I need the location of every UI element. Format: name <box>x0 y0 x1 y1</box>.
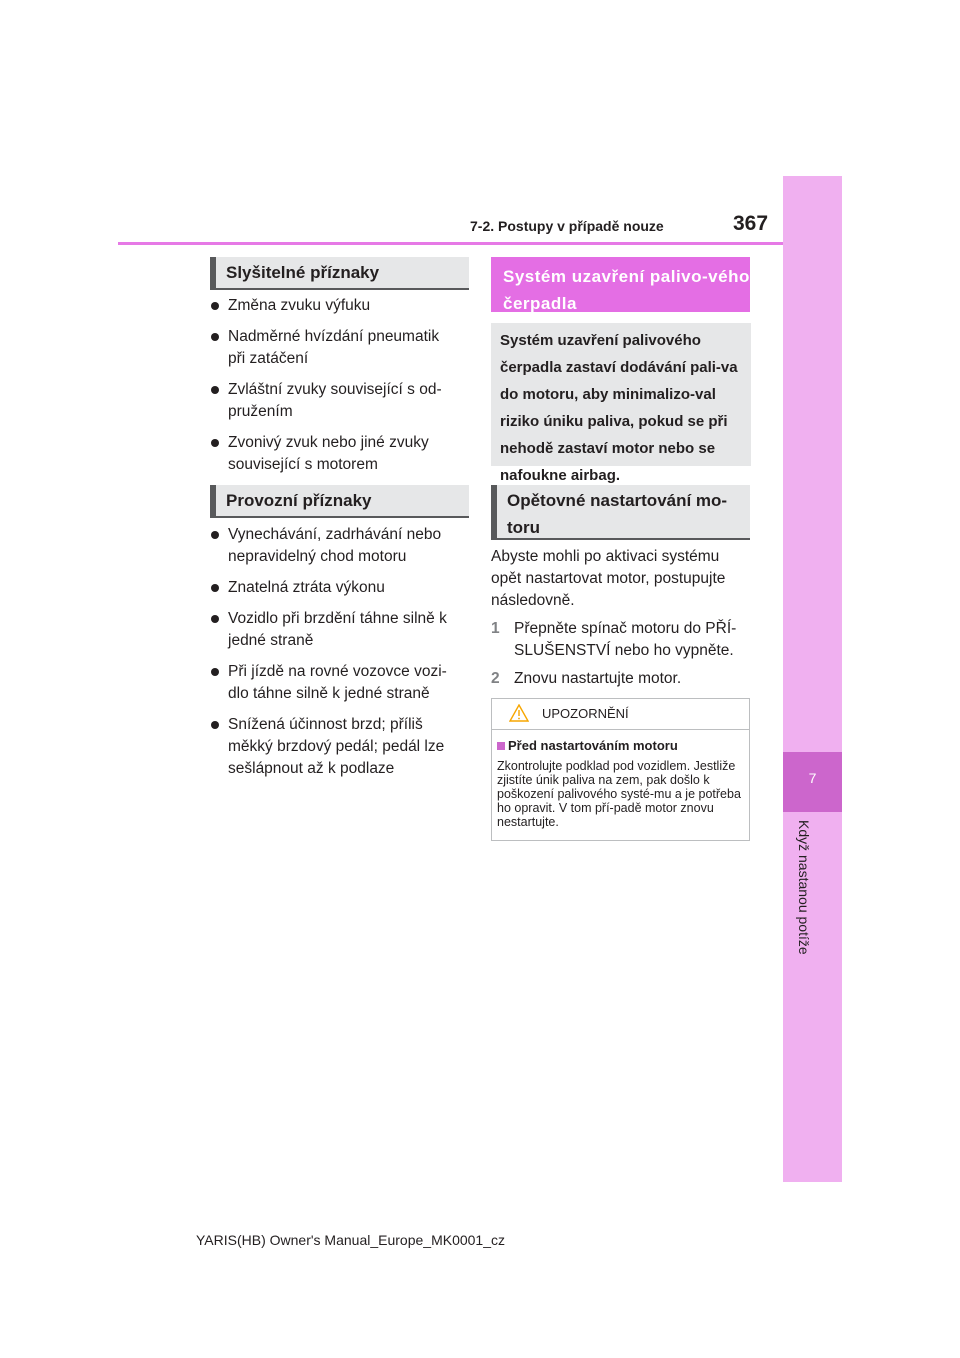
list-item: Zvonivý zvuk nebo jiné zvuky související s motorem <box>210 432 460 476</box>
restart-intro: Abyste mohli po aktivaci systému opět nastartovat motor, postupujte následovně. <box>491 548 726 609</box>
caution-header <box>492 699 749 730</box>
caution-subheading-text: Před nastartováním motoru <box>508 738 678 753</box>
header-rule <box>118 242 783 245</box>
list-item: Zvláštní zvuky související s od-pružením <box>210 379 460 423</box>
list-item: Znatelná ztráta výkonu <box>210 577 460 599</box>
chapter-title: Když nastanou potíže <box>796 820 812 955</box>
engine-restart-content <box>491 546 753 690</box>
caution-subheading <box>497 738 749 753</box>
chapter-side-tab <box>783 176 842 1182</box>
square-bullet-icon <box>497 742 505 750</box>
chapter-number: 7 <box>808 770 817 786</box>
operational-symptoms-heading: Provozní příznaky <box>210 485 469 518</box>
list-item: Snížená účinnost brzd; příliš měkký brzdový pedál; pedál lze sešlápnout až k podlaze <box>210 714 460 780</box>
page-number: 367 <box>733 212 769 235</box>
list-item: Při jízdě na rovné vozovce vozi-dlo táhne silně k jedné straně <box>210 661 460 705</box>
caution-text: Zkontrolujte podklad pod vozidlem. Jestliže zjistíte únik paliva na zem, pak došlo k poškození palivového systé-mu a je potřeba ho opravit. V tom pří-padě motor znovu nestartujte. <box>497 759 741 829</box>
warning-triangle-icon <box>509 704 529 722</box>
operational-symptoms-list <box>210 524 460 789</box>
caution-box <box>491 698 750 841</box>
restart-step <box>491 668 753 690</box>
list-item: Nadměrné hvízdání pneumatik při zatáčení <box>210 326 460 370</box>
step-number: 2 <box>491 670 500 687</box>
document-id: YARIS(HB) Owner's Manual_Europe_MK0001_cz <box>196 1232 505 1248</box>
restart-step <box>491 618 753 662</box>
list-item: Vynechávání, zadrhávání nebo nepravidelný chod motoru <box>210 524 460 568</box>
step-number: 1 <box>491 620 500 637</box>
step-text: Přepněte spínač motoru do PŘÍ-SLUŠENSTVÍ nebo ho vypněte. <box>514 620 737 659</box>
engine-restart-heading: Opětovné nastartování mo-toru <box>491 485 750 540</box>
fuel-pump-summary: Systém uzavření palivového čerpadla zastaví dodávání pali-va do motoru, aby minimalizo-val riziko úniku paliva, pokud se při nehodě zastaví motor nebo se nafoukne airbag. <box>491 323 751 466</box>
audible-symptoms-heading: Slyšitelné příznaky <box>210 257 469 290</box>
list-item: Vozidlo při brzdění táhne silně k jedné straně <box>210 608 460 652</box>
fuel-pump-shutoff-heading: Systém uzavření palivo-vého čerpadla <box>491 257 750 312</box>
list-item: Změna zvuku výfuku <box>210 295 460 317</box>
audible-symptoms-list <box>210 295 460 485</box>
step-text: Znovu nastartujte motor. <box>514 670 682 687</box>
section-title: 7-2. Postupy v případě nouze <box>470 218 664 234</box>
caution-label: UPOZORNĚNÍ <box>542 706 629 721</box>
